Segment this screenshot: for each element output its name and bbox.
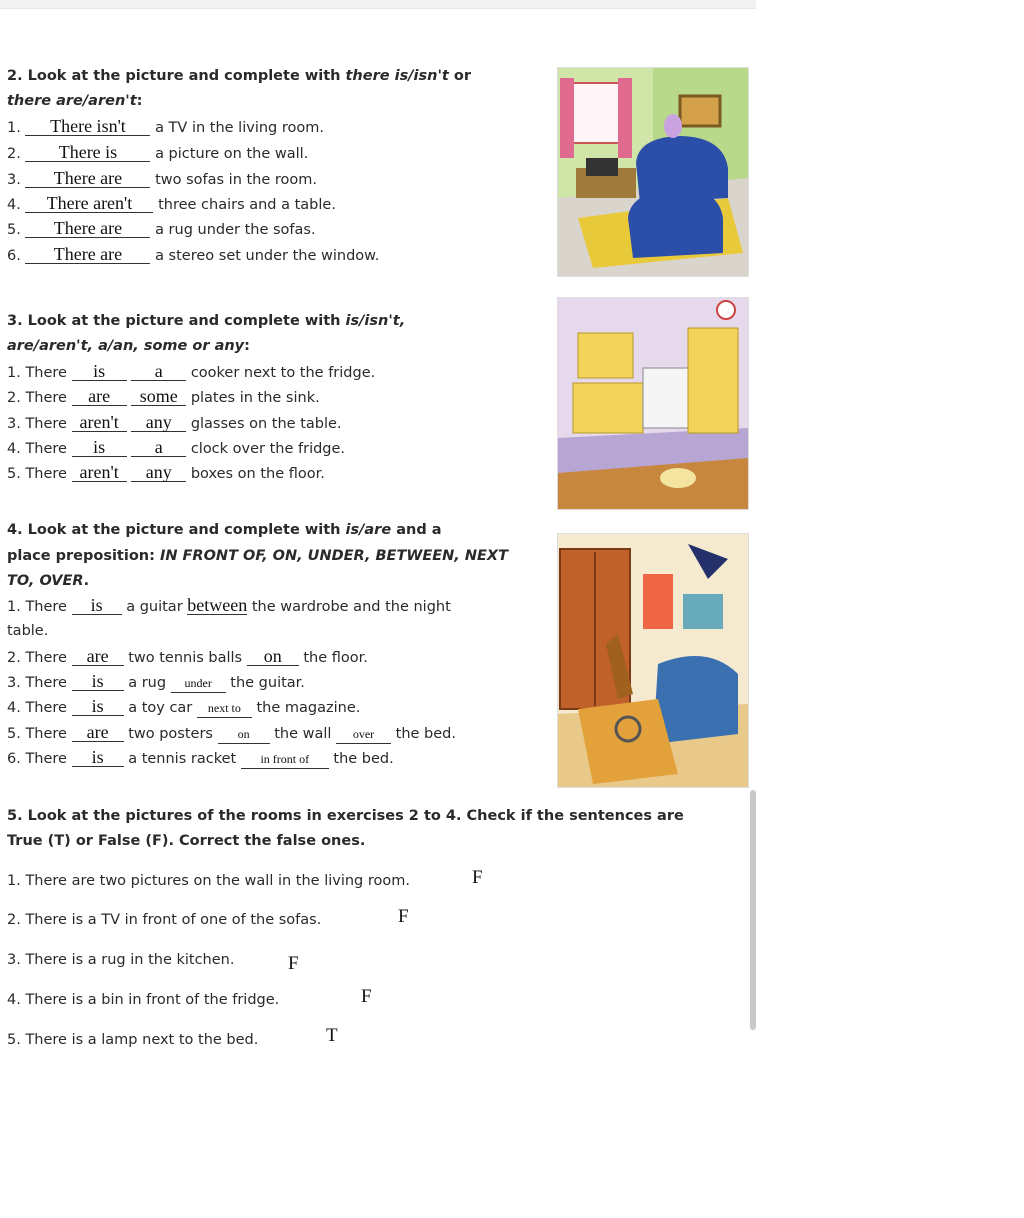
clock	[717, 301, 735, 319]
answer-blank: is	[72, 438, 127, 457]
window	[568, 83, 623, 143]
ex2-heading-line2: there are/aren't:	[7, 93, 143, 109]
ex3-item-1: 1. There is a cooker next to the fridge.	[7, 361, 376, 381]
ex5-item-2: 2. There is a TV in front of one of the sofas.	[7, 912, 322, 928]
answer-blank: There isn't	[25, 117, 150, 136]
answer-blank: any	[131, 413, 186, 432]
ex4-heading-line2: place preposition: IN FRONT OF, ON, UNDER, BETWEEN, NEXT	[7, 548, 508, 564]
answer-blank: are	[72, 647, 124, 666]
ex5-answer-2: F	[398, 906, 409, 927]
answer-blank: is	[72, 748, 124, 767]
ex2-item-2: 2. There is a picture on the wall.	[7, 142, 309, 162]
ex4-heading-line1: 4. Look at the picture and complete with is/are and a	[7, 522, 442, 538]
answer-blank: There are	[25, 169, 150, 188]
answer-blank: a	[131, 362, 186, 381]
answer-blank: between	[187, 595, 248, 615]
ex5-answer-3: F	[288, 953, 299, 974]
answer-blank: over	[336, 725, 391, 744]
ex4-item-1-cont: table.	[7, 623, 49, 639]
answer-blank: on	[218, 725, 270, 744]
ex3-item-4: 4. There is a clock over the fridge.	[7, 437, 346, 457]
ex5-heading-line2: True (T) or False (F). Correct the false ones.	[7, 833, 366, 849]
ex5-heading-line1: 5. Look at the pictures of the rooms in exercises 2 to 4. Check if the sentences are	[7, 808, 684, 824]
living-room-illustration	[557, 67, 749, 277]
wall-picture	[680, 96, 720, 126]
answer-blank: some	[131, 387, 186, 406]
ex4-item-3: 3. There is a rug under the guitar.	[7, 671, 305, 691]
ex5-answer-1: F	[472, 867, 483, 888]
ex5-item-5: 5. There is a lamp next to the bed.	[7, 1032, 259, 1048]
answer-blank: any	[131, 463, 186, 482]
answer-blank: are	[72, 723, 124, 742]
ex4-item-4: 4. There is a toy car next to the magazine.	[7, 696, 361, 716]
answer-blank: under	[171, 674, 226, 693]
ex5-item-4: 4. There is a bin in front of the fridge.	[7, 992, 280, 1008]
ex2-item-5: 5. There are a rug under the sofas.	[7, 218, 316, 238]
ex2-item-1: 1. There isn't a TV in the living room.	[7, 116, 324, 136]
ex3-heading-line1: 3. Look at the picture and complete with is/isn't,	[7, 313, 406, 329]
answer-blank: There are	[25, 219, 150, 238]
answer-blank: There is	[25, 143, 150, 162]
ex4-item-5: 5. There are two posters on the wall over the bed.	[7, 722, 456, 742]
bedroom-illustration	[557, 533, 749, 788]
answer-blank: a	[131, 438, 186, 457]
ex3-item-5: 5. There aren't any boxes on the floor.	[7, 462, 325, 482]
ex4-heading-line3: TO, OVER.	[7, 573, 90, 589]
fridge	[688, 328, 738, 433]
scrollbar[interactable]	[750, 790, 756, 1030]
cooker	[643, 368, 688, 428]
ex4-item-2: 2. There are two tennis balls on the floor.	[7, 646, 368, 666]
browser-top-bar	[0, 0, 756, 9]
ex4-item-1: 1. There is a guitar between the wardrobe and the night	[7, 595, 451, 615]
poster-1	[643, 574, 673, 629]
ex2-heading-line1: 2. Look at the picture and complete with there is/isn't or	[7, 68, 471, 84]
answer-blank: There are	[25, 245, 150, 264]
ex3-heading-line2: are/aren't, a/an, some or any:	[7, 338, 250, 354]
sofa-2	[628, 188, 723, 258]
answer-blank: There aren't	[25, 194, 153, 213]
ex2-item-6: 6. There are a stereo set under the window.	[7, 244, 380, 264]
answer-blank: is	[72, 697, 124, 716]
answer-blank: is	[72, 362, 127, 381]
poster-2	[683, 594, 723, 629]
answer-blank: aren't	[72, 413, 127, 432]
ex2-item-3: 3. There are two sofas in the room.	[7, 168, 318, 188]
kitchen-illustration	[557, 297, 749, 510]
ex3-item-3: 3. There aren't any glasses on the table.	[7, 412, 342, 432]
answer-blank: is	[72, 672, 124, 691]
ex5-answer-4: F	[361, 986, 372, 1007]
ex2-item-4: 4. There aren't three chairs and a table.	[7, 193, 336, 213]
answer-blank: is	[72, 596, 122, 615]
answer-blank: on	[247, 647, 299, 666]
answer-blank: next to	[197, 699, 252, 718]
ex4-item-6: 6. There is a tennis racket in front of the bed.	[7, 747, 394, 767]
ex5-item-1: 1. There are two pictures on the wall in the living room.	[7, 873, 410, 889]
ex5-answer-5: T	[326, 1025, 338, 1046]
ex3-item-2: 2. There are some plates in the sink.	[7, 386, 320, 406]
answer-blank: aren't	[72, 463, 127, 482]
stereo	[586, 158, 618, 176]
ex5-item-3: 3. There is a rug in the kitchen.	[7, 952, 235, 968]
answer-blank: in front of	[241, 750, 329, 769]
answer-blank: are	[72, 387, 127, 406]
